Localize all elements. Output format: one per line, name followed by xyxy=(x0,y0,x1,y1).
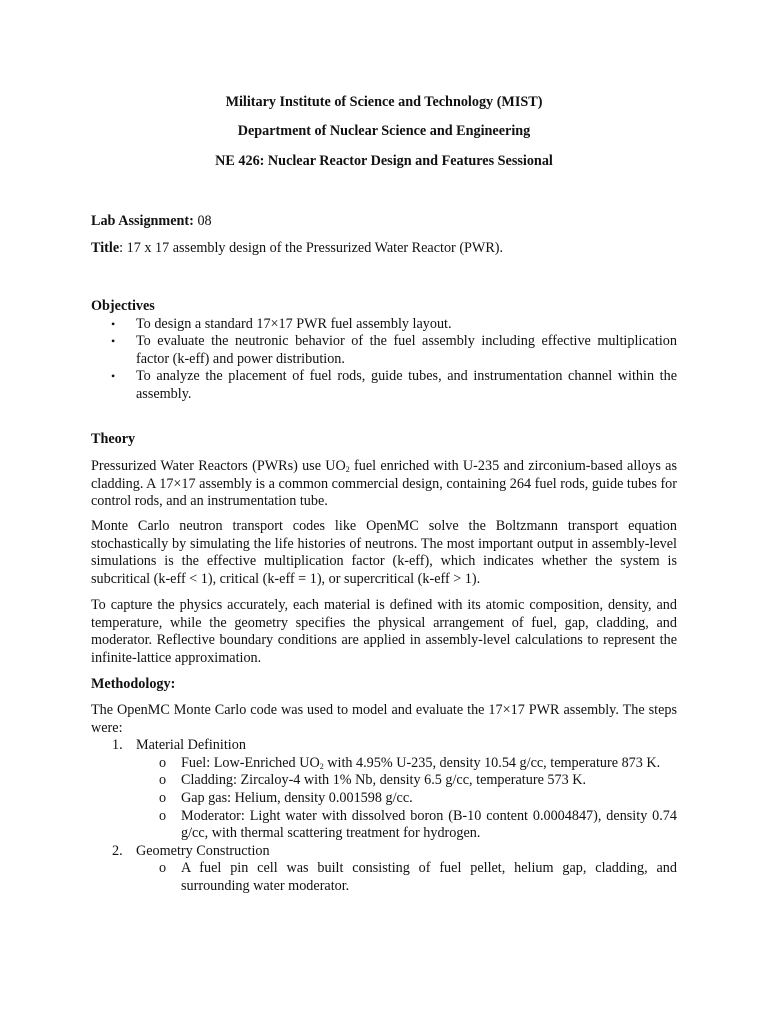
material-list xyxy=(91,755,677,843)
sub-bullet-icon: o xyxy=(159,860,167,877)
list-item: • To design a standard 17×17 PWR fuel assembly layout. xyxy=(111,315,452,332)
list-item: • To evaluate the neutronic behavior of the fuel assembly including effective multiplication factor (k-eff) and power distribution. xyxy=(111,333,677,367)
sub-bullet-icon: o xyxy=(159,772,167,789)
step-geometry-construction: 2. Geometry Construction xyxy=(112,842,270,859)
methodology-intro: The OpenMC Monte Carlo code was used to model and evaluate the 17×17 PWR assembly. The steps were: xyxy=(91,702,677,736)
list-item: o A fuel pin cell was built consisting of fuel pellet, helium gap, cladding, and surrounding water moderator. xyxy=(159,860,677,894)
objectives-section xyxy=(91,298,677,404)
sub-bullet-icon: o xyxy=(159,807,167,824)
bullet-icon: • xyxy=(111,369,116,384)
institute-name: Military Institute of Science and Technology (MIST) xyxy=(225,94,543,110)
theory-heading: Theory xyxy=(91,431,136,447)
department-name: Department of Nuclear Science and Engineering xyxy=(237,123,531,139)
list-item: o Cladding: Zircaloy-4 with 1% Nb, density 6.5 g/cc, temperature 573 K. xyxy=(159,772,587,789)
sub-bullet-icon: o xyxy=(159,754,167,771)
theory-paragraph-3: To capture the physics accurately, each material is defined with its atomic composition, density, and temperature, while the geometry specifies the physical arrangement of fuel, gap, cladding, and moderator. Reflective boundary conditions are applied in assembly-level calculations to represent the infinite-lattice approximation. xyxy=(91,597,677,666)
lab-assignment-line xyxy=(91,213,677,231)
theory-paragraph-1: Pressurized Water Reactors (PWRs) use $UO_2$ fuel enriched with U-235 and zirconium-based alloys as cladding. A 17×17 assembly is a common commercial design, containing 264 fuel rods, guide tubes for control rods, and an instrumentation tube. xyxy=(91,458,677,510)
list-item: o Gap gas: Helium, density 0.001598 g/cc. xyxy=(159,789,413,806)
list-item: o Fuel: Low-Enriched $UO_2$ with 4.95% U-235, density 10.54 g/cc, temperature 873 K. xyxy=(159,754,661,771)
lab-assignment-label: Lab Assignment: xyxy=(91,213,194,229)
theory-paragraph-2: Monte Carlo neutron transport codes like OpenMC solve the Boltzmann transport equation stochastically by simulating the life histories of neutrons. The most important output in assembly-level simulations is the effective multiplication factor (k-eff), which indicates whether the system is subcritical (k-eff < 1), critical (k-eff = 1), or supercritical (k-eff > 1). xyxy=(91,518,677,587)
title-text: : 17 x 17 assembly design of the Pressurized Water Reactor (PWR). xyxy=(119,240,504,256)
objectives-list xyxy=(91,316,677,404)
list-item: o Moderator: Light water with dissolved boron (B-10 content 0.0004847), density 0.74 g/cc, with thermal scattering treatment for hydrogen. xyxy=(159,807,677,842)
bullet-icon: • xyxy=(111,334,116,349)
objectives-heading: Objectives xyxy=(91,298,155,314)
step-material-definition: 1. Material Definition xyxy=(112,737,246,754)
methodology-heading: Methodology: xyxy=(91,676,176,692)
list-item: • To analyze the placement of fuel rods, guide tubes, and instrumentation channel within the assembly. xyxy=(111,368,677,402)
course-title: NE 426: Nuclear Reactor Design and Features Sessional xyxy=(215,153,553,169)
bullet-icon: • xyxy=(111,316,116,331)
methodology-section xyxy=(91,702,677,896)
geometry-list xyxy=(91,860,677,895)
sub-bullet-icon: o xyxy=(159,789,167,806)
lab-assignment-number: 08 xyxy=(197,213,212,229)
title-label: Title xyxy=(91,240,120,256)
title-line xyxy=(91,240,677,258)
